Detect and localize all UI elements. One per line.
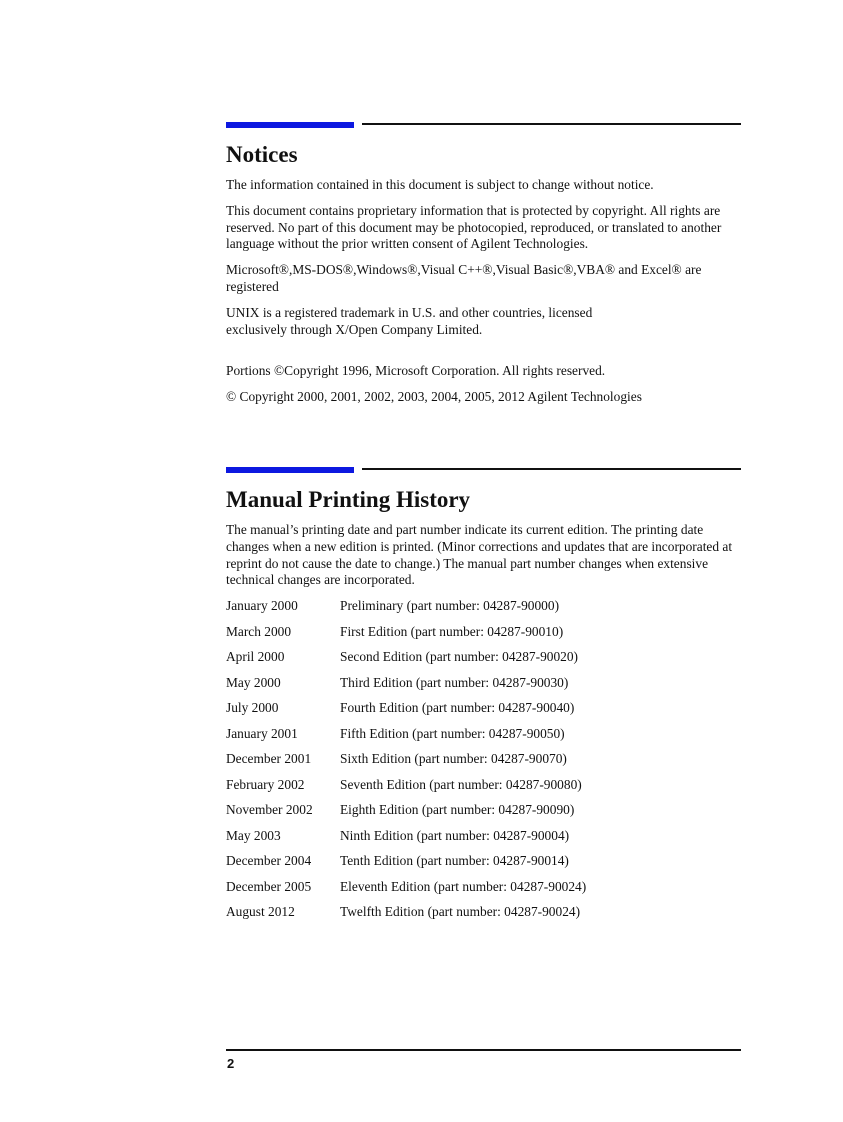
- edition-description: Fifth Edition (part number: 04287-90050): [340, 725, 565, 741]
- edition-description: Eighth Edition (part number: 04287-90090): [340, 802, 575, 817]
- copyright-line: © Copyright 2000, 2001, 2002, 2003, 2004, 2005, 2012 Agilent Technologies: [226, 389, 642, 405]
- edition-date: December 2001: [226, 751, 312, 766]
- divider-line: [362, 468, 741, 470]
- edition-date: December 2004: [226, 853, 312, 868]
- table-row: [226, 802, 741, 828]
- edition-description: Fourth Edition (part number: 04287-90040): [340, 700, 575, 715]
- table-row: [226, 675, 741, 701]
- history-heading: Manual Printing History: [226, 487, 471, 512]
- edition-date: November 2002: [226, 802, 313, 817]
- accent-bar: [226, 122, 354, 128]
- table-row: [226, 624, 741, 650]
- table-row: [226, 751, 741, 777]
- notices-paragraph: Microsoft®,MS-DOS®,Windows®,Visual C++®,Visual Basic®,VBA® and Excel® are registered: [226, 262, 702, 294]
- edition-date: April 2000: [226, 649, 285, 664]
- table-row: [226, 828, 741, 854]
- edition-description: Third Edition (part number: 04287-90030): [340, 674, 569, 690]
- history-table: [226, 598, 741, 930]
- edition-date: May 2003: [226, 827, 281, 843]
- edition-date: July 2000: [226, 700, 279, 715]
- edition-description: Tenth Edition (part number: 04287-90014): [340, 853, 569, 868]
- edition-date: March 2000: [226, 623, 292, 639]
- edition-description: Twelfth Edition (part number: 04287-90024): [340, 904, 581, 919]
- history-section: [226, 467, 741, 919]
- notices-paragraph: The information contained in this document is subject to change without notice.: [226, 177, 654, 192]
- divider-line: [362, 123, 741, 125]
- notices-paragraph: This document contains proprietary information that is protected by copyright. All rights are reserved. No part of this document may be photocopied, reproduced, or translated to another language without the prior written consent of Agilent Technologies.: [226, 202, 722, 252]
- edition-description: Ninth Edition (part number: 04287-90004): [340, 827, 570, 843]
- accent-bar: [226, 467, 354, 473]
- section-rule: [226, 122, 741, 130]
- table-row: [226, 853, 741, 879]
- table-row: [226, 598, 741, 624]
- section-rule: [226, 467, 741, 475]
- notices-heading: Notices: [226, 142, 298, 167]
- table-row: [226, 726, 741, 752]
- edition-date: August 2012: [226, 904, 295, 919]
- page-number: 2: [227, 1056, 235, 1071]
- table-row: [226, 700, 741, 726]
- table-row: [226, 777, 741, 803]
- notices-section: [226, 122, 741, 406]
- edition-date: February 2002: [226, 776, 305, 792]
- notices-paragraph: UNIX is a registered trademark in U.S. and other countries, licensed exclusively through X/Open Company Limited.: [226, 304, 593, 337]
- edition-date: January 2001: [226, 725, 298, 741]
- table-row: [226, 904, 741, 930]
- edition-date: January 2000: [226, 598, 298, 613]
- notices-paragraph: Portions ©Copyright 1996, Microsoft Corporation. All rights reserved.: [226, 363, 606, 379]
- edition-description: First Edition (part number: 04287-90010): [340, 623, 564, 639]
- history-intro: The manual’s printing date and part number indicate its current edition. The printing date changes when a new edition is printed. (Minor corrections and updates that are incorporated at reprint do not cause the date to change.) The manual part number changes when extensive technical changes are incorporated.: [226, 522, 733, 588]
- edition-description: Preliminary (part number: 04287-90000): [340, 598, 560, 613]
- edition-description: Eleventh Edition (part number: 04287-90024): [340, 878, 587, 894]
- edition-description: Sixth Edition (part number: 04287-90070): [340, 751, 567, 766]
- edition-description: Second Edition (part number: 04287-90020): [340, 649, 579, 664]
- table-row: [226, 879, 741, 905]
- edition-date: December 2005: [226, 878, 312, 894]
- edition-description: Seventh Edition (part number: 04287-90080): [340, 776, 582, 792]
- table-row: [226, 649, 741, 675]
- edition-date: May 2000: [226, 674, 281, 690]
- footer-rule: [226, 1049, 741, 1051]
